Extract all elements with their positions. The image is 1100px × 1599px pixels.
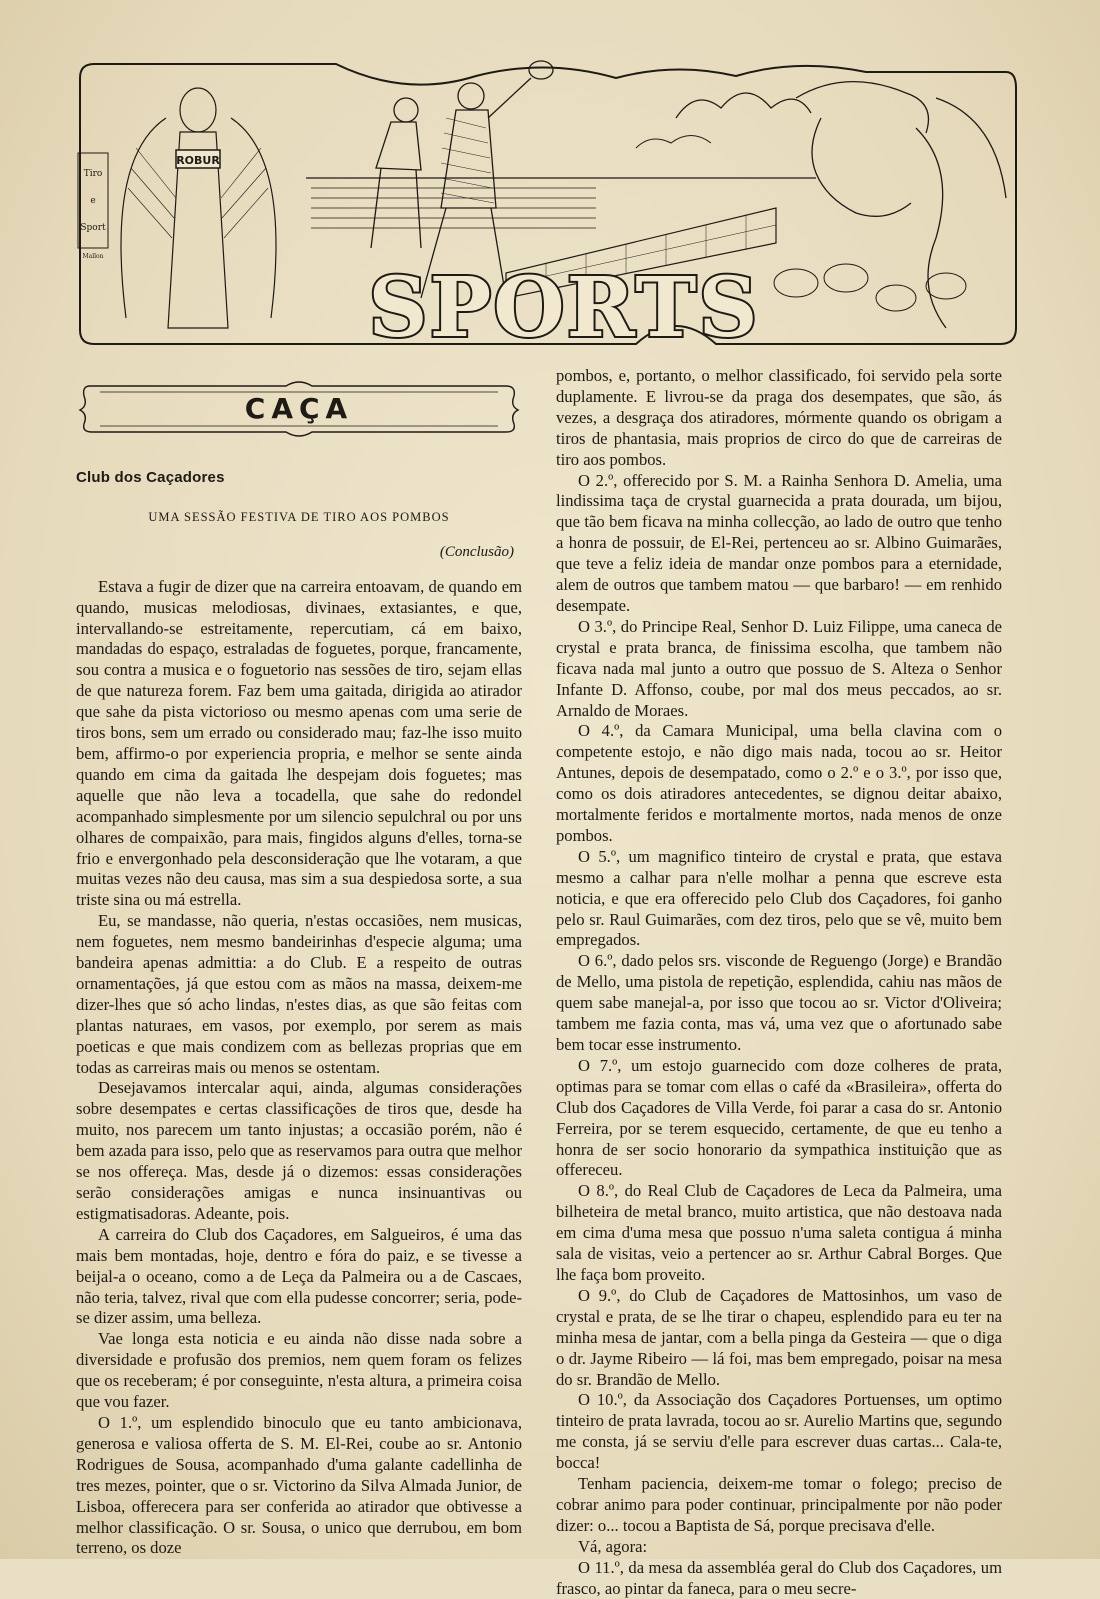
paragraph: O 1.º, um esplendido binoculo que eu tanto ambicionava, generosa e valiosa offerta de S. M. El-Rei, coube ao sr. Antonio Rodrigues de Sousa, acompanhado d'uma galante cadellinha de tres mezes, pointer, que o sr. Victorino da Silva Almada Junior, de Lisboa, offerecera para ser conferida ao atirador que obtivesse a melhor classificação. O sr. Sousa, o unico que derrubou, em bom terreno, os doze bbox=[76, 1412, 522, 1558]
paragraph: pombos, e, portanto, o melhor classificado, foi servido pela sorte duplamente. E livrou-se da praga dos desempates, que são, ás vezes, a desgraça dos atiradores, mórmente quando os obrigam a tiros de phantasia, mais proprios de circo do que de carreiras de tiro aos pombos. bbox=[556, 366, 1002, 469]
paragraph: Vae longa esta noticia e eu ainda não disse nada sobre a diversidade e profusão dos premios, nem quem foram os felizes que os receberam; é por conseguinte, n'esta altura, a primeira coisa que vou fazer. bbox=[76, 1329, 522, 1412]
club-name: Club dos Caçadores bbox=[76, 469, 225, 486]
section-heading-frame bbox=[76, 366, 522, 448]
header-banner bbox=[76, 58, 1020, 354]
paragraph: Vá, agora: bbox=[578, 1536, 648, 1556]
banner-badge: ROBUR bbox=[176, 154, 220, 167]
paragraph: O 8.º, do Real Club de Caçadores de Leca da Palmeira, uma bilheteira de metal branco, muito artistica, que não destoava nada em cima d'uma mesa que possuo n'uma saleta contigua á minha sala de visitas, veio a pertencer ao sr. Arthur Cabral Borges. Que lhe faça bom proveito. bbox=[556, 1181, 1002, 1284]
paragraph: Estava a fugir de dizer que na carreira entoavam, de quando em quando, musicas melodiosas, divinaes, extasiantes, e que, intervallando-se estreitamente, repercutiam, cá em baixo, mandadas do espaço, estraladas de foguetes, porque, francamente, sou contra a musica e o foguetorio nas sessões de tiro, sejam ellas de que natureza forem. Faz bem uma gaitada, dirigida ao atirador que sahe da pista victorioso ou mesmo apenas com uma serie de tiros bons, sem um errado ou considerado mau; faz-lhe isso muito bem, affirmo-o por experiencia propria, e melhor se sente ainda quando em cima da gaitada lhe despejam dois foguetes; mas aquelle que não leva a tocadella, que sahe do redondel acompanhado simplesmente por um silencio sepulchral ou por uns olhares de compaixão, para mais, fingidos alguns d'elles, torna-se frio e envergonhado pela desconsideração que lhe votaram, a que muitas vezes não deu causa, mas sim a sua despiedosa sorte, a sua triste sina ou má estrella. bbox=[76, 576, 522, 910]
paragraph: O 4.º, da Camara Municipal, uma bella clavina com o competente estojo, e não digo mais nada, tocou ao sr. Heitor Antunes, depois de desempatado, como o 2.º e o 3.º, por isso que, como os dois atiradores antecedentes, se dignou deitar abaixo, mortalmente feridos e mortalmente mortos, nada menos de onze pombos. bbox=[556, 721, 1002, 845]
paragraph: O 3.º, do Principe Real, Senhor D. Luiz Filippe, uma caneca de crystal e prata branca, de finissima escolha, que tambem não ficava nada mal junto a outro que possuo de S. Alteza o Senhor Infante D. Affonso, coube, por mal dos meus peccados, ao sr. Arnaldo de Moraes. bbox=[556, 616, 1002, 720]
left-column bbox=[76, 366, 522, 1559]
banner-word-3: Sport bbox=[80, 223, 106, 233]
conclusion-note: (Conclusão) bbox=[439, 543, 514, 560]
banner-title: SPORTS bbox=[368, 260, 760, 354]
paragraph: A carreira do Club dos Caçadores, em Salgueiros, é uma das mais bem montadas, hoje, dentro e fóra do paiz, e se tivesse a beijal-a o oceano, como a de Leça da Palmeira ou a de Cascaes, não teria, talvez, rival que com ella pudesse concorrer; seria, pode-se dizer assim, uma belleza. bbox=[76, 1224, 522, 1328]
paragraph: O 10.º, da Associação dos Caçadores Portuenses, um optimo tinteiro de prata lavrada, tocou ao sr. Aurelio Martins que, segundo me consta, já se serviu d'elle para escrever duas cartas... Cala-te, bocca! bbox=[556, 1390, 1002, 1473]
paragraph: Eu, se mandasse, não queria, n'estas occasiões, nem musicas, nem foguetes, nem mesmo bandeirinhas d'especie alguma; uma bandeira apenas admittia: a do Club. E a respeito de outras ornamentações, já que estou com as mãos na massa, deixem-me dizer-lhes que só acho lindas, n'estes dias, as que são feitas com plantas naturaes, em vasos, por exemplo, por serem as mais poeticas e que mais condizem com as bellezas proprias que em todas as carreiras mais ou menos se ostentam. bbox=[76, 911, 522, 1077]
paragraph: O 6.º, dado pelos srs. visconde de Reguengo (Jorge) e Brandão de Mello, uma pistola de repetição, esplendida, cahiu nas mãos de quem sabe manejal-a, por isso que tocou ao sr. Victor d'Oliveira; tambem me fazia conta, mas vá, uma vez que o afortunado sabe bem tocar esse instrumento. bbox=[556, 951, 1002, 1054]
paragraph: Tenham paciencia, deixem-me tomar o folego; preciso de cobrar animo para poder continuar, principalmente por não poder dizer: o... tocou a Baptista de Sá, porque precisava d'elle. bbox=[556, 1474, 1002, 1535]
paragraph: Desejavamos intercalar aqui, ainda, algumas considerações sobre desempates e certas classificações de tiros que, desde ha muito, nos parecem um tanto injustas; a occasião porém, não é bem azada para isso, pelo que as reservamos para outra que melhor se nos offereça. Mas, desde já o dizemos: essas considerações serão considerações amigas e nunca insinuantivas ou estigmatisadoras. Adeante, pois. bbox=[76, 1078, 523, 1223]
section-title: CAÇA bbox=[244, 392, 354, 425]
paragraph: O 7.º, um estojo guarnecido com doze colheres de prata, optimas para se tomar com ellas o café da «Brasileira», offerta do Club dos Caçadores de Villa Verde, foi parar a casa do sr. Antonio Ferreira, por se terem esquecido, certamente, de que eu tenho a honra de ser socio honorario da sympathica instituição que as offereceu. bbox=[556, 1055, 1002, 1180]
paragraph: O 9.º, do Club de Caçadores de Mattosinhos, um vaso de crystal e prata, de se lhe tirar o chapeu, esplendido para eu ter na minha mesa de jantar, com a bella pinga da Gesteira — que o diga o dr. Jayme Ribeiro — lá foi, mas bem empregado, poisar na mesa do sr. Brandão de Mello. bbox=[556, 1285, 1002, 1389]
paragraph: O 11.º, da mesa da assembléa geral do Club dos Caçadores, um frasco, ao pintar da faneca, para o meu secre- bbox=[556, 1557, 1002, 1598]
banner-word-1: Tiro bbox=[83, 169, 103, 179]
right-column bbox=[556, 366, 1002, 1599]
paragraph: O 2.º, offerecido por S. M. a Rainha Senhora D. Amelia, uma lindissima taça de crystal guarnecida a prata dourada, um bijou, que tão bem ficava na minha collecção, ao lado de outro que tenho a honra de possuir, de El-Rei, pertenceu ao sr. Albino Guimarães, que teve a feliz ideia de mandar onze pombos para a eternidade, alem de outros que tambem matou — que barbaro! — em renhido desempate. bbox=[556, 470, 1002, 615]
banner-word-2: e bbox=[90, 196, 96, 206]
paragraph: O 5.º, um magnifico tinteiro de crystal e prata, que estava mesmo a calhar para n'elle molhar a penna que escreve esta noticia, e que era offerecido pelo Club dos Caçadores, foi ganho pelo sr. Raul Guimarães, com dez tiros, pelo que se vê, muito bem empregados. bbox=[556, 846, 1002, 950]
banner-illustration bbox=[76, 58, 1020, 354]
article-subtitle: UMA SESSÃO FESTIVA DE TIRO AOS POMBOS bbox=[148, 509, 450, 524]
banner-artist: Mallon bbox=[82, 253, 104, 260]
